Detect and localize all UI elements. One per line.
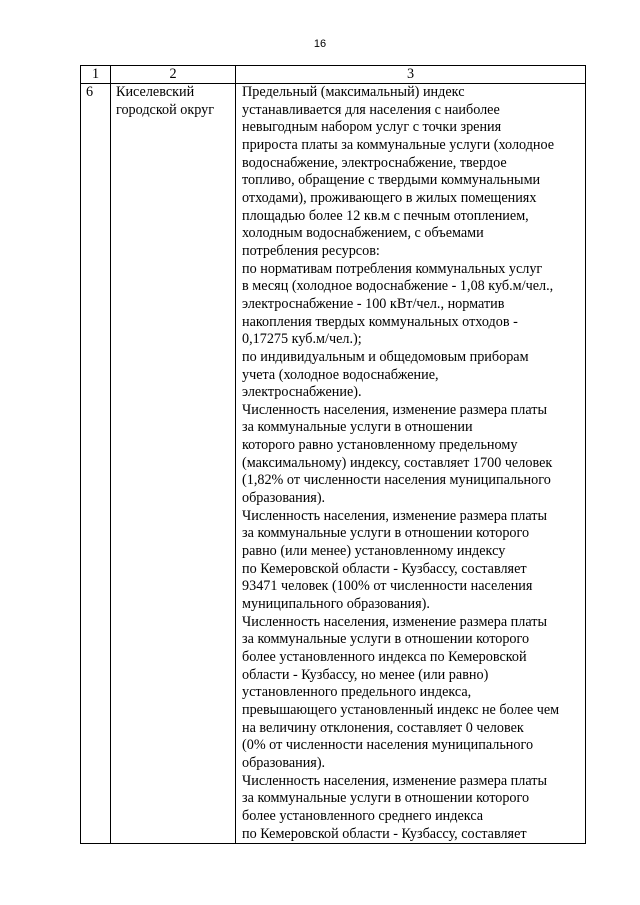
text-line: устанавливается для населения с наиболее bbox=[242, 101, 500, 118]
text-line: образования). bbox=[242, 490, 326, 507]
text-line: Численность населения, изменение размера платы bbox=[242, 613, 548, 630]
text-line: образования). bbox=[242, 754, 326, 771]
text-line: по нормативам потребления коммунальных услуг bbox=[242, 260, 543, 277]
district-line: Киселевский bbox=[116, 84, 195, 100]
text-line: 0,17275 куб.м/чел.); bbox=[242, 331, 362, 348]
text-line: по Кемеровской области - Кузбассу, составляет bbox=[242, 825, 527, 842]
header-cell-3: 3 bbox=[236, 66, 586, 84]
text-line: потребления ресурсов: bbox=[242, 242, 380, 259]
text-line: (0% от численности населения муниципального bbox=[242, 737, 534, 754]
text-line: холодным водоснабжением, с объемами bbox=[242, 225, 484, 242]
text-line: Численность населения, изменение размера платы bbox=[242, 507, 548, 524]
text-line: (максимальному) индексу, составляет 1700 человек bbox=[242, 454, 553, 471]
text-line: превышающего установленный индекс не более чем bbox=[242, 701, 560, 718]
text-line: электроснабжение - 100 кВт/чел., норматив bbox=[242, 295, 505, 312]
text-line: за коммунальные услуги в отношении которого bbox=[242, 631, 530, 648]
text-line: за коммунальные услуги в отношении bbox=[242, 419, 473, 436]
text-line: за коммунальные услуги в отношении которого bbox=[242, 790, 530, 807]
text-line: Предельный (максимальный) индекс bbox=[242, 84, 465, 100]
table-row bbox=[81, 84, 586, 844]
table-header-row bbox=[81, 66, 586, 84]
text-line: более установленного индекса по Кемеровской bbox=[242, 649, 527, 665]
text-line: 93471 человек (100% от численности населения bbox=[242, 578, 533, 595]
header-cell-2: 2 bbox=[111, 66, 236, 84]
text-line: по индивидуальным и общедомовым приборам bbox=[242, 348, 529, 365]
text-line: прироста платы за коммунальные услуги (холодное bbox=[242, 136, 555, 153]
text-line: учета (холодное водоснабжение, bbox=[242, 366, 439, 383]
text-line: в месяц (холодное водоснабжение - 1,08 куб.м/чел., bbox=[242, 278, 554, 295]
text-line: на величину отклонения, составляет 0 человек bbox=[242, 719, 524, 736]
document-table bbox=[80, 65, 586, 844]
description-cell bbox=[236, 84, 586, 844]
text-line: водоснабжение, электроснабжение, твердое bbox=[242, 154, 507, 171]
text-line: за коммунальные услуги в отношении которого bbox=[242, 525, 530, 542]
row-number-cell: 6 bbox=[81, 84, 111, 844]
text-line: которого равно установленному предельному bbox=[242, 437, 518, 454]
text-line: невыгодным набором услуг с точки зрения bbox=[242, 119, 502, 136]
text-line: (1,82% от численности населения муниципального bbox=[242, 472, 551, 489]
page-number: 16 bbox=[313, 38, 327, 50]
text-line: топливо, обращение с твердыми коммунальными bbox=[242, 172, 541, 189]
district-cell bbox=[111, 84, 236, 844]
district-line: городской округ bbox=[116, 101, 215, 118]
text-line: Численность населения, изменение размера платы bbox=[242, 401, 548, 418]
text-line: электроснабжение). bbox=[242, 384, 362, 401]
text-line: области - Кузбассу, но менее (или равно) bbox=[242, 666, 489, 683]
text-line: отходами), проживающего в жилых помещениях bbox=[242, 189, 537, 206]
text-line: муниципального образования). bbox=[242, 596, 430, 613]
text-line: более установленного среднего индекса bbox=[242, 807, 484, 824]
text-line: установленного предельного индекса, bbox=[242, 684, 472, 701]
text-line: Численность населения, изменение размера платы bbox=[242, 772, 548, 789]
text-line: равно (или менее) установленному индексу bbox=[242, 543, 506, 560]
text-line: площадью более 12 кв.м с печным отоплением, bbox=[242, 207, 529, 224]
header-cell-1: 1 bbox=[81, 66, 111, 84]
text-line: по Кемеровской области - Кузбассу, составляет bbox=[242, 560, 527, 577]
text-line: накопления твердых коммунальных отходов - bbox=[242, 313, 518, 330]
